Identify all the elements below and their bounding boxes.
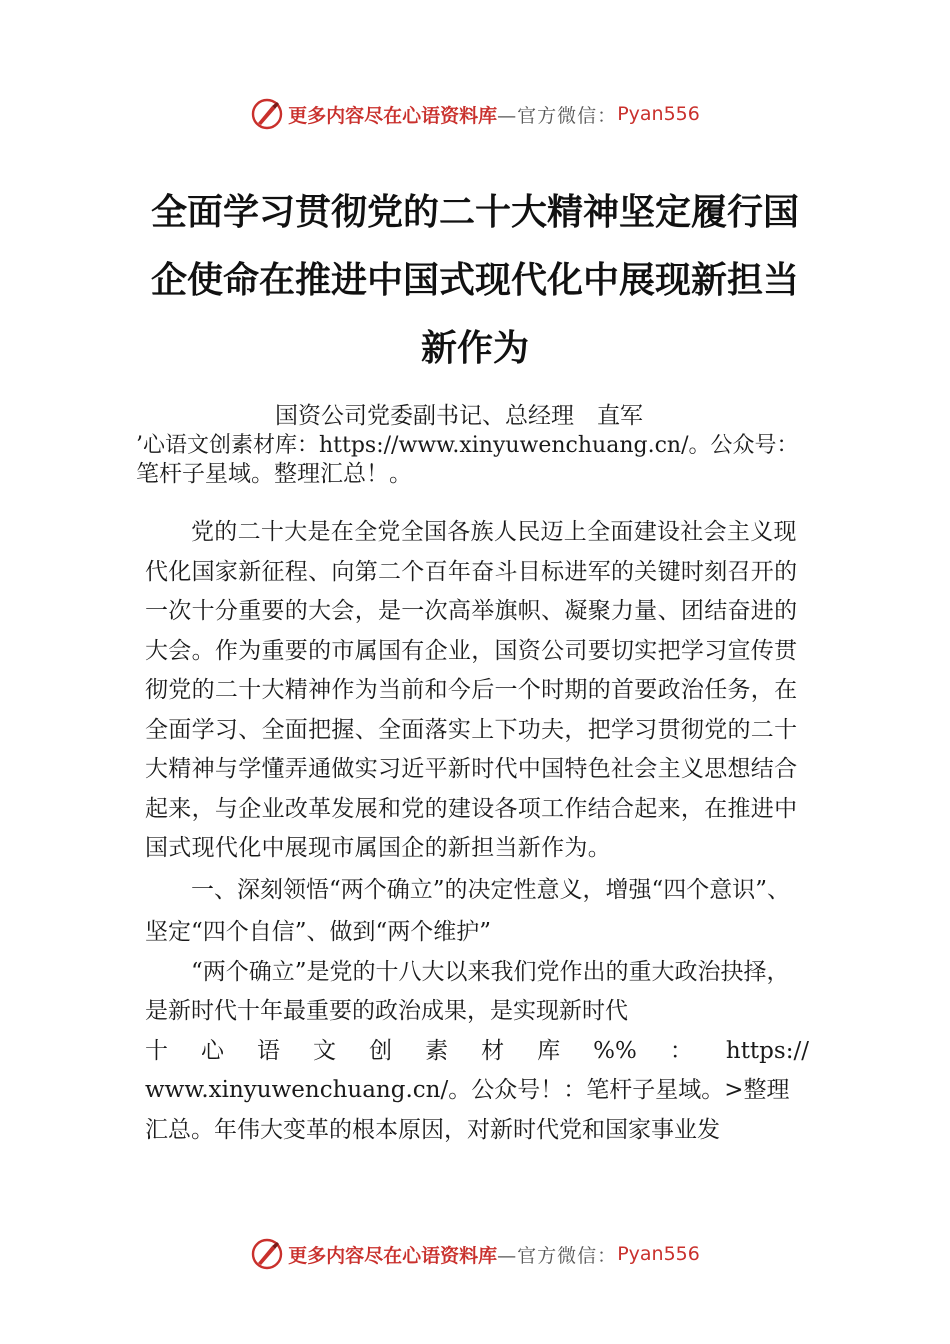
paragraph-text: “两个确立”是党的十八大以来我们党作出的重大政治抉择，是新时代十年最重要的政治成果，是实现新时代 xyxy=(145,958,790,1024)
spread-char: ： xyxy=(669,1037,693,1064)
source-note-line: 笔杆子星域。整理汇总！。 xyxy=(136,461,412,487)
watermark-wechat-label: —官方微信： xyxy=(497,104,618,127)
spread-char: 语 xyxy=(257,1037,281,1064)
watermark-title: 更多内容尽在心语资料库 xyxy=(288,104,498,127)
spread-char: %% xyxy=(593,1037,637,1064)
spread-char: 材 xyxy=(481,1037,505,1064)
source-note-line: ’心语文创素材库：https://www.xinyuwenchuang.cn/。公众号： xyxy=(136,433,799,458)
spread-char: 创 xyxy=(369,1037,393,1064)
watermark-title: 更多内容尽在心语资料库 xyxy=(288,1244,498,1267)
watermark-wechat-id: Pyan556 xyxy=(617,103,700,125)
title-line: 企使命在推进中国式现代化中展现新担当 xyxy=(150,259,799,301)
spread-char: 文 xyxy=(313,1037,337,1064)
watermark-wechat-label: —官方微信： xyxy=(497,1244,618,1267)
pen-logo-icon xyxy=(250,1237,284,1271)
pen-logo-icon xyxy=(250,97,284,131)
body-paragraph xyxy=(145,953,809,1032)
body-paragraph: 党的二十大是在全党全国各族人民迈上全面建设社会主义现代化国家新征程、向第二个百年奋斗目标进军的关键时刻召开的一次十分重要的大会，是一次高举旗帜、凝聚力量、团结奋进的大会。作为重要的市属国有企业，国资公司要切实把学习宣传贯彻党的二十大精神作为当前和今后一个时期的首要政治任务，在全面学习、全面把握、全面落实上下功夫，把学习贯彻党的二十大精神与学懂弄通做实习近平新时代中国特色社会主义思想结合起来，与企业改革发展和党的建设各项工作结合起来，在推进中国式现代化中展现市属国企的新担当新作为。 xyxy=(145,519,798,861)
watermark-header xyxy=(0,94,950,134)
spread-char: 素 xyxy=(425,1037,449,1064)
spread-char: 库 xyxy=(537,1037,561,1064)
spread-text-line xyxy=(145,1032,809,1072)
watermark-footer xyxy=(0,1234,950,1274)
spread-char: 心 xyxy=(201,1037,225,1064)
document-title xyxy=(140,178,810,382)
title-line: 全面学习贯彻党的二十大精神坚定履行国 xyxy=(150,191,799,233)
title-line: 新作为 xyxy=(420,327,529,369)
document-body xyxy=(145,513,809,1150)
spread-char: 十 xyxy=(145,1037,168,1064)
section-heading: 一、深刻领悟“两个确立”的决定性意义，增强“四个意识”、坚定“四个自信”、做到“两个维护” xyxy=(145,876,791,945)
body-paragraph-continued: www.xinyuwenchuang.cn/。公众号！：笔杆子星域。>整理汇总。年伟大变革的根本原因，对新时代党和国家事业发 xyxy=(145,1077,790,1143)
spread-char: https:// xyxy=(725,1037,809,1064)
watermark-wechat-id: Pyan556 xyxy=(617,1243,700,1265)
author-line: 国资公司党委副书记、总经理 直军 xyxy=(275,403,643,429)
